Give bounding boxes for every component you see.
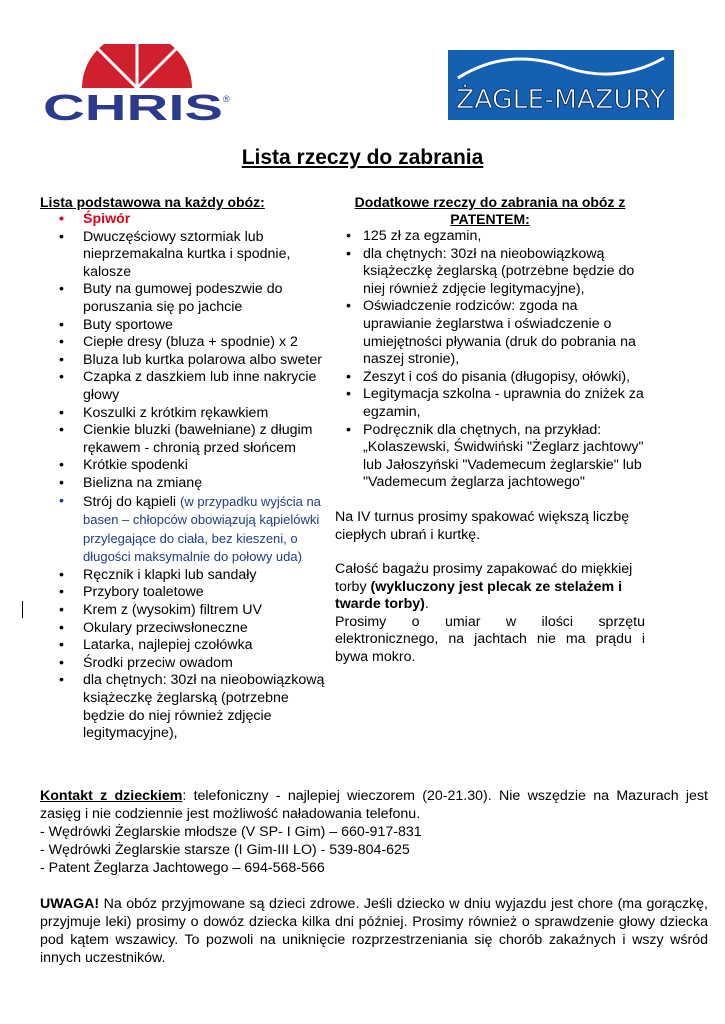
electronics-note-line: Prosimy o umiar w ilości sprzętu xyxy=(335,613,645,630)
warning-text: Na obóz przyjmowane są dzieci zdrowe. Jeśli dziecko w dniu wyjazdu jest chore (ma gorączkę, przyjmuje leki) prosimy o dowóz dziecka kilka dni później. Prosimy również o sprawdzenie głowy dziecka pod kątem wszawicy. To pozwoli na uniknięcie rozprzestrzeniania się chorób zakaźnych i wszy wśród innych uczestników. xyxy=(40,896,708,966)
electronics-note-line: elektronicznego, na jachtach nie ma prądu i xyxy=(335,631,645,648)
basic-list-heading: Lista podstawowa na każdy obóz: xyxy=(40,194,265,210)
text-cursor xyxy=(22,601,23,618)
bag-note xyxy=(335,561,645,614)
contact-text: : telefoniczny - najlepiej wieczorem (20-21.30). Nie wszędzie na Mazurach jest zasięg i nie codziennie jest możliwość naładowania telefonu. xyxy=(40,788,708,822)
list-item: • Ręcznik i klapki lub sandały xyxy=(40,567,325,585)
electronics-note-line: bywa mokro. xyxy=(335,649,416,666)
patent-list-heading: Dodatkowe rzeczy do zabrania na obóz z PATENTEM: xyxy=(354,194,626,227)
list-item: • Krem z (wysokim) filtrem UV xyxy=(40,602,325,620)
warning-paragraph xyxy=(40,895,708,967)
list-item: • Legitymacja szkolna - uprawnia do zniżek za egzamin, xyxy=(335,386,645,421)
contact-line: - Wędrówki Żeglarskie młodsze (V SP- I Gim) – 660-917-831 xyxy=(40,824,422,840)
list-item: • Koszulki z krótkim rękawkiem xyxy=(40,405,325,423)
contact-section xyxy=(40,787,708,967)
chris-logo xyxy=(40,44,235,124)
list-item: • 125 zł za egzamin, xyxy=(335,228,645,246)
swimsuit-note: (w przypadku wyjścia na basen – chłopców obowiązują kąpielówki przylegające do ciała, bez kieszeni, o długości maksymalnie do połowy uda) xyxy=(83,493,321,565)
contact-line: - Wędrówki Żeglarskie starsze (I Gim-III LO) - 539-804-625 xyxy=(40,842,410,858)
zagle-logo-text: ŻAGLE-MAZURY xyxy=(456,85,661,115)
contact-line: - Patent Żeglarza Jachtowego – 694-568-566 xyxy=(40,860,325,876)
list-item: • Przybory toaletowe xyxy=(40,584,325,602)
zagle-mazury-logo xyxy=(448,50,674,120)
list-item: • Zeszyt i coś do pisania (długopisy, ołówki), xyxy=(335,369,645,387)
basic-list-section xyxy=(40,194,325,743)
list-item: • Okulary przeciwsłoneczne xyxy=(40,620,325,638)
chris-logo-mark: ® xyxy=(223,94,230,104)
contact-paragraph xyxy=(40,787,708,823)
list-item: • Środki przeciw owadom xyxy=(40,655,325,673)
warning-label: UWAGA! xyxy=(40,896,100,912)
bag-note-end: . xyxy=(424,596,429,613)
list-item: • Latarka, najlepiej czołówka xyxy=(40,637,325,655)
list-item: • Czapka z daszkiem lub inne nakrycie głowy xyxy=(40,369,325,404)
list-item: • Ciepłe dresy (bluza + spodnie) x 2 xyxy=(40,334,325,352)
list-item: • Dwuczęściowy sztormiak lub nieprzemakalna kurtka i spodnie, kalosze xyxy=(40,229,325,282)
list-item: • Buty sportowe xyxy=(40,317,325,335)
list-item: • dla chętnych: 30zł na nieobowiązkową książeczkę żeglarską (potrzebne będzie do niej również zdjęcie legitymacyjne), xyxy=(335,246,645,299)
list-item: • Buty na gumowej podeszwie do poruszania się po jachcie xyxy=(40,281,325,316)
contact-label: Kontakt z dzieckiem xyxy=(40,788,183,804)
bag-note-bold: (wykluczony jest plecak ze stelażem i twarde torby) xyxy=(335,578,623,613)
turnus-note: Na IV turnus prosimy spakować większą liczbę ciepłych ubrań i kurtkę. xyxy=(335,508,630,543)
patent-list-section xyxy=(335,194,645,667)
list-item-swimsuit xyxy=(40,493,325,567)
list-item-sleeping-bag: • Śpiwór xyxy=(40,211,325,229)
list-item: • Bluza lub kurtka polarowa albo sweter xyxy=(40,352,325,370)
page-title: Lista rzeczy do zabrania xyxy=(241,146,484,169)
bag-note-text: Całość bagażu prosimy zapakować do miękkiej torby xyxy=(335,561,633,595)
list-item: • dla chętnych: 30zł na nieobowiązkową książeczkę żeglarską (potrzebne będzie do niej również zdjęcie legitymacyjne), xyxy=(40,672,325,742)
swimsuit-label: Strój do kąpieli xyxy=(83,493,177,510)
list-item: • Krótkie spodenki xyxy=(40,457,325,475)
list-item: • Cienkie bluzki (bawełniane) z długim rękawem - chronią przed słońcem xyxy=(40,422,325,457)
list-item: • Podręcznik dla chętnych, na przykład: „Kolaszewski, Świdwiński "Żeglarz jachtowy" lub Jałoszyński "Vademecum żeglarskie" lub "Vademecum żeglarza jachtowego" xyxy=(335,422,645,492)
list-item: • Oświadczenie rodziców: zgoda na uprawianie żeglarstwa i oświadczenie o umiejętności pływania (druk do pobrania na naszej stronie), xyxy=(335,298,645,368)
basic-list xyxy=(40,211,325,743)
chris-logo-text: CHRIS xyxy=(43,87,223,124)
patent-list xyxy=(335,228,645,492)
list-item: • Bielizna na zmianę xyxy=(40,475,325,493)
